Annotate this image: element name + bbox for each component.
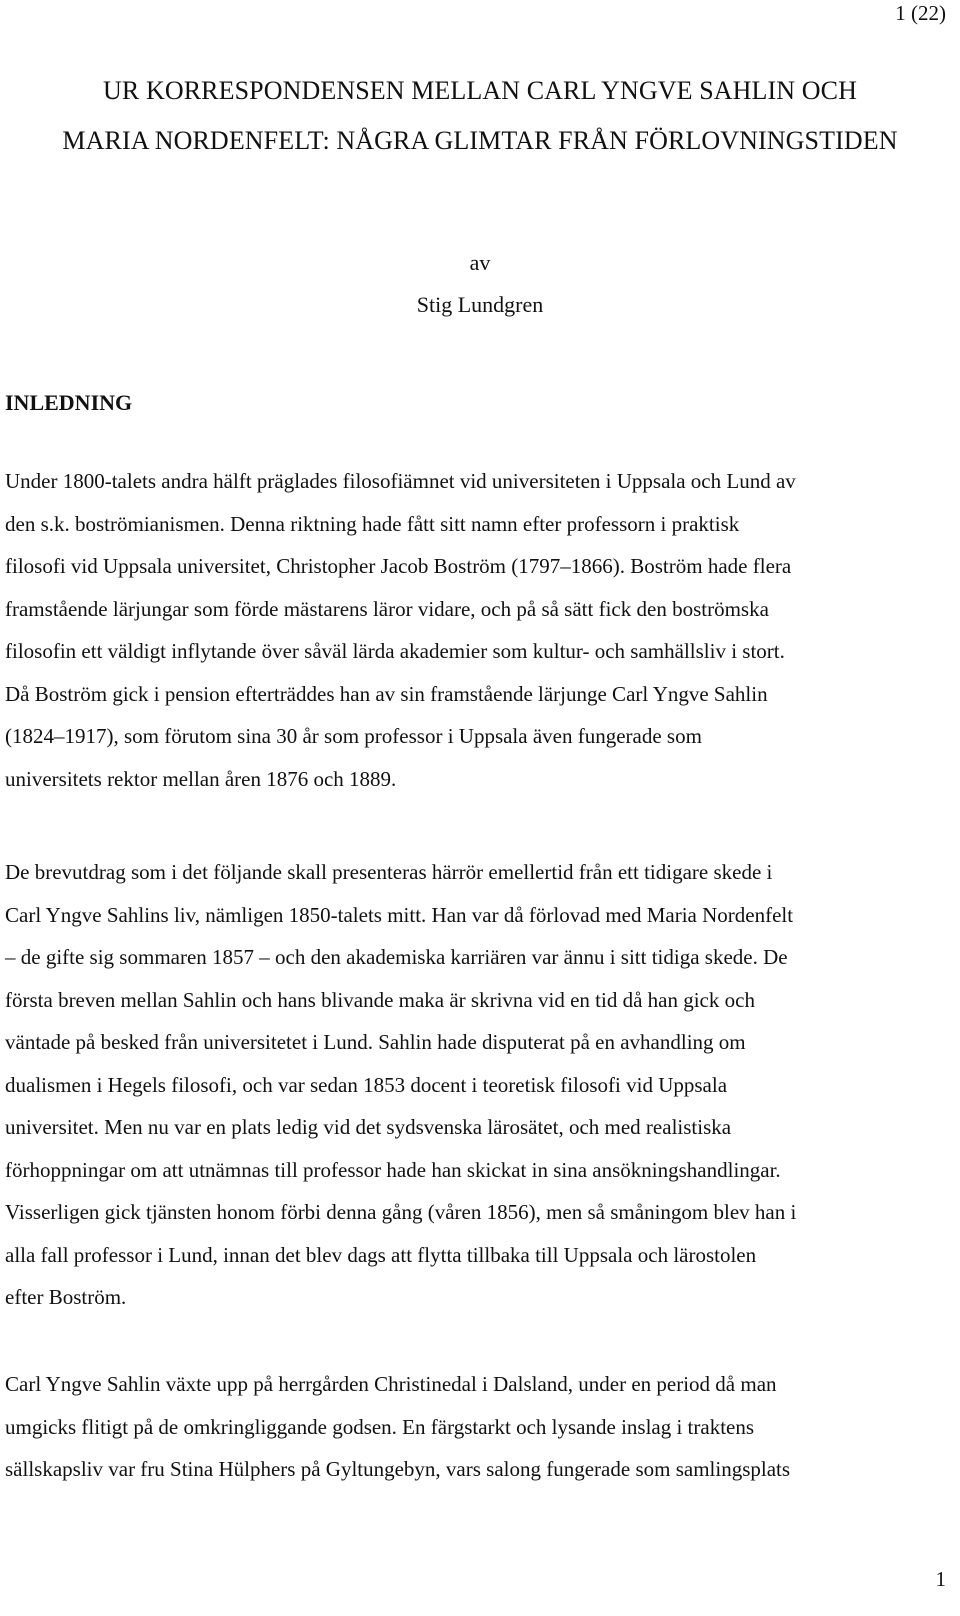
paragraph-line: De brevutdrag som i det följande skall presenteras härrör emellertid från ett tidigare skede i <box>5 860 773 884</box>
paragraph-line: universitet. Men nu var en plats ledig vid det sydsvenska lärosätet, och med realistiska <box>5 1115 732 1139</box>
paragraph-line: filosofin ett väldigt inflytande över såväl lärda akademier som kultur- och samhällsliv i stort. <box>5 639 785 663</box>
paragraph-line: väntade på besked från universitetet i Lund. Sahlin hade disputerat på en avhandling om <box>5 1030 746 1054</box>
title-line-2: MARIA NORDENFELT: NÅGRA GLIMTAR FRÅN FÖRLOVNINGSTIDEN <box>62 126 898 155</box>
document-title <box>0 66 960 166</box>
paragraph-line: efter Boström. <box>5 1285 127 1309</box>
paragraph-line: filosofi vid Uppsala universitet, Christopher Jacob Boström (1797–1866). Boström hade flera <box>5 554 792 578</box>
paragraph-line: förhoppningar om att utnämnas till professor hade han skickat in sina ansökningshandlingar. <box>5 1157 781 1182</box>
paragraph-2 <box>5 851 955 1319</box>
paragraph-line: sällskapsliv var fru Stina Hülphers på Gyltungebyn, vars salong fungerade som samlingsplats <box>5 1457 791 1481</box>
byline-author: Stig Lundgren <box>416 292 544 317</box>
paragraph-line: Under 1800-talets andra hälft präglades filosofiämnet vid universiteten i Uppsala och Lund av <box>5 469 796 493</box>
page-number: 1 <box>935 1567 946 1591</box>
paragraph-line: Då Boström gick i pension efterträddes han av sin framstående lärjunge Carl Yngve Sahlin <box>5 681 768 706</box>
paragraph-line: Carl Yngve Sahlin växte upp på herrgården Christinedal i Dalsland, under en period då man <box>5 1372 777 1396</box>
paragraph-line: första breven mellan Sahlin och hans blivande maka är skrivna vid en tid då han gick och <box>5 987 755 1012</box>
paragraph-line: Visserligen gick tjänsten honom förbi denna gång (våren 1856), men så småningom blev han i <box>5 1200 797 1224</box>
paragraph-line: umgicks flitigt på de omkringliggande godsen. En färgstarkt och lysande inslag i traktens <box>5 1414 755 1439</box>
paragraph-line: dualismen i Hegels filosofi, och var sedan 1853 docent i teoretisk filosofi vid Uppsala <box>5 1072 728 1097</box>
paragraph-line: Carl Yngve Sahlins liv, nämligen 1850-talets mitt. Han var då förlovad med Maria Nordenfelt <box>5 902 794 927</box>
paragraph-line: alla fall professor i Lund, innan det blev dags att flytta tillbaka till Uppsala och lärostolen <box>5 1242 757 1267</box>
paragraph-line: (1824–1917), som förutom sina 30 år som professor i Uppsala även fungerade som <box>5 724 702 748</box>
section-heading: INLEDNING <box>5 390 133 415</box>
byline-by: av <box>469 250 491 275</box>
paragraph-3 <box>5 1363 955 1491</box>
paragraph-1 <box>5 460 955 800</box>
paragraph-line: universitets rektor mellan åren 1876 och 1889. <box>5 766 397 791</box>
paragraph-line: – de gifte sig sommaren 1857 – och den akademiska karriären var ännu i sitt tidiga skede. De <box>5 945 788 969</box>
paragraph-line: den s.k. boströmianismen. Denna riktning hade fått sitt namn efter professorn i praktisk <box>5 511 740 536</box>
title-line-1: UR KORRESPONDENSEN MELLAN CARL YNGVE SAHLIN OCH <box>103 76 857 105</box>
paragraph-line: framstående lärjungar som förde mästarens läror vidare, och på så sätt fick den boströmska <box>5 596 769 621</box>
page-indicator: 1 (22) <box>895 1 946 25</box>
